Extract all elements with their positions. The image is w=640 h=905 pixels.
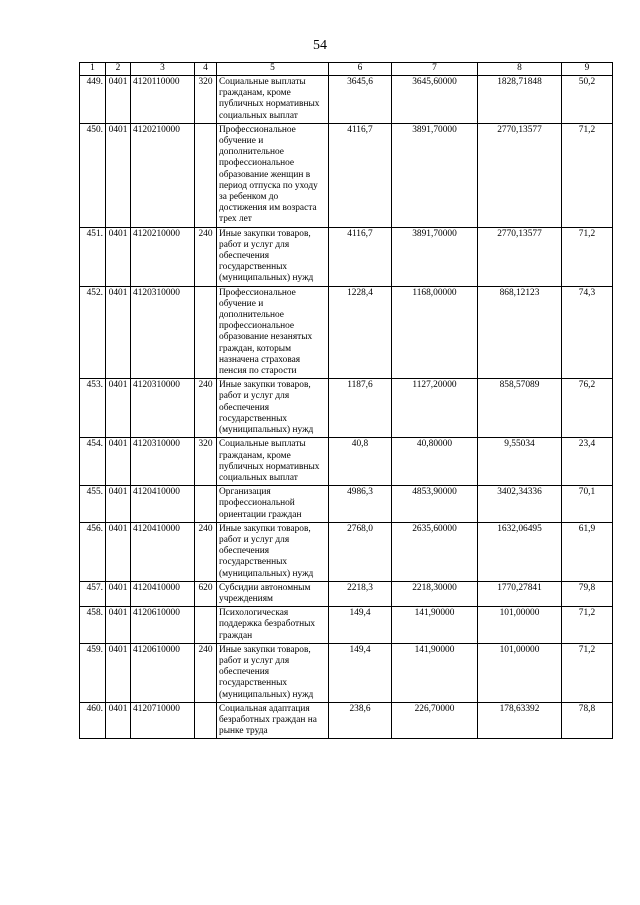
value-col-7: 226,70000	[392, 702, 478, 739]
value-col-7: 2635,60000	[392, 522, 478, 581]
page-number: 54	[313, 38, 327, 53]
expense-type-code	[195, 486, 217, 523]
row-description: Иные закупки товаров, работ и услуг для обеспечения государственных (муниципальных) нужд	[217, 643, 329, 702]
table-row	[80, 379, 613, 438]
row-number: 450.	[80, 123, 106, 227]
value-col-6: 4116,7	[329, 123, 392, 227]
value-col-6: 238,6	[329, 702, 392, 739]
target-article-code: 4120410000	[131, 522, 195, 581]
value-col-7: 1168,00000	[392, 286, 478, 379]
section-code: 0401	[106, 581, 131, 606]
table-row	[80, 581, 613, 606]
target-article-code: 4120610000	[131, 643, 195, 702]
row-number: 452.	[80, 286, 106, 379]
value-col-6: 4116,7	[329, 227, 392, 286]
table-row	[80, 227, 613, 286]
expense-type-code: 240	[195, 643, 217, 702]
target-article-code: 4120310000	[131, 286, 195, 379]
table-row	[80, 702, 613, 739]
column-header-5: 5	[217, 63, 329, 76]
expense-type-code: 240	[195, 522, 217, 581]
expense-type-code: 240	[195, 227, 217, 286]
column-header-9: 9	[562, 63, 613, 76]
expense-type-code: 320	[195, 438, 217, 486]
value-col-8: 101,00000	[478, 643, 562, 702]
row-number: 456.	[80, 522, 106, 581]
target-article-code: 4120110000	[131, 76, 195, 124]
row-description: Иные закупки товаров, работ и услуг для обеспечения государственных (муниципальных) нужд	[217, 522, 329, 581]
value-col-8: 2770,13577	[478, 123, 562, 227]
value-col-7: 40,80000	[392, 438, 478, 486]
target-article-code: 4120310000	[131, 438, 195, 486]
section-code: 0401	[106, 522, 131, 581]
column-header-4: 4	[195, 63, 217, 76]
row-number: 457.	[80, 581, 106, 606]
row-number: 459.	[80, 643, 106, 702]
value-col-7: 4853,90000	[392, 486, 478, 523]
row-description: Профессиональное обучение и дополнительное профессиональное образование незанятых граждан, которым назначена страховая пенсия по старости	[217, 286, 329, 379]
value-col-8: 101,00000	[478, 607, 562, 644]
column-header-3: 3	[131, 63, 195, 76]
table-row	[80, 76, 613, 124]
table-body	[80, 76, 613, 739]
section-code: 0401	[106, 123, 131, 227]
expense-type-code	[195, 286, 217, 379]
row-description: Социальные выплаты гражданам, кроме публичных нормативных социальных выплат	[217, 438, 329, 486]
value-col-7: 1127,20000	[392, 379, 478, 438]
value-col-8: 9,55034	[478, 438, 562, 486]
value-col-8: 178,63392	[478, 702, 562, 739]
section-code: 0401	[106, 702, 131, 739]
target-article-code: 4120310000	[131, 379, 195, 438]
table-row	[80, 123, 613, 227]
target-article-code: 4120210000	[131, 227, 195, 286]
value-col-9: 71,2	[562, 643, 613, 702]
row-description: Иные закупки товаров, работ и услуг для обеспечения государственных (муниципальных) нужд	[217, 379, 329, 438]
row-number: 453.	[80, 379, 106, 438]
target-article-code: 4120410000	[131, 486, 195, 523]
value-col-8: 858,57089	[478, 379, 562, 438]
value-col-7: 141,90000	[392, 607, 478, 644]
row-description: Социальные выплаты гражданам, кроме публичных нормативных социальных выплат	[217, 76, 329, 124]
value-col-9: 23,4	[562, 438, 613, 486]
value-col-7: 3891,70000	[392, 123, 478, 227]
value-col-7: 141,90000	[392, 643, 478, 702]
value-col-8: 2770,13577	[478, 227, 562, 286]
table-row	[80, 286, 613, 379]
row-description: Социальная адаптация безработных граждан на рынке труда	[217, 702, 329, 739]
value-col-8: 1828,71848	[478, 76, 562, 124]
value-col-9: 50,2	[562, 76, 613, 124]
expense-type-code: 320	[195, 76, 217, 124]
value-col-7: 3891,70000	[392, 227, 478, 286]
value-col-9: 71,2	[562, 607, 613, 644]
value-col-7: 2218,30000	[392, 581, 478, 606]
expense-type-code	[195, 123, 217, 227]
expense-type-code: 240	[195, 379, 217, 438]
value-col-9: 79,8	[562, 581, 613, 606]
table-row	[80, 607, 613, 644]
column-header-8: 8	[478, 63, 562, 76]
target-article-code: 4120410000	[131, 581, 195, 606]
value-col-9: 71,2	[562, 227, 613, 286]
expense-type-code	[195, 607, 217, 644]
row-number: 454.	[80, 438, 106, 486]
row-number: 449.	[80, 76, 106, 124]
column-header-6: 6	[329, 63, 392, 76]
row-number: 460.	[80, 702, 106, 739]
row-number: 451.	[80, 227, 106, 286]
value-col-6: 149,4	[329, 607, 392, 644]
value-col-6: 40,8	[329, 438, 392, 486]
expense-type-code	[195, 702, 217, 739]
value-col-6: 4986,3	[329, 486, 392, 523]
value-col-6: 2768,0	[329, 522, 392, 581]
value-col-8: 1770,27841	[478, 581, 562, 606]
value-col-6: 1228,4	[329, 286, 392, 379]
value-col-9: 70,1	[562, 486, 613, 523]
section-code: 0401	[106, 379, 131, 438]
target-article-code: 4120610000	[131, 607, 195, 644]
value-col-9: 74,3	[562, 286, 613, 379]
table-row	[80, 643, 613, 702]
row-description: Профессиональное обучение и дополнительное профессиональное образование женщин в период отпуска по уходу за ребенком до достижения им возраста трех лет	[217, 123, 329, 227]
target-article-code: 4120210000	[131, 123, 195, 227]
section-code: 0401	[106, 76, 131, 124]
row-description: Субсидии автономным учреждениям	[217, 581, 329, 606]
section-code: 0401	[106, 227, 131, 286]
expense-type-code: 620	[195, 581, 217, 606]
value-col-6: 149,4	[329, 643, 392, 702]
table-row	[80, 522, 613, 581]
value-col-7: 3645,60000	[392, 76, 478, 124]
value-col-8: 3402,34336	[478, 486, 562, 523]
value-col-6: 1187,6	[329, 379, 392, 438]
header-row	[80, 63, 613, 76]
value-col-6: 3645,6	[329, 76, 392, 124]
table-row	[80, 438, 613, 486]
column-header-7: 7	[392, 63, 478, 76]
section-code: 0401	[106, 438, 131, 486]
row-description: Психологическая поддержка безработных граждан	[217, 607, 329, 644]
row-description: Организация профессиональной ориентации граждан	[217, 486, 329, 523]
value-col-6: 2218,3	[329, 581, 392, 606]
value-col-9: 78,8	[562, 702, 613, 739]
row-number: 458.	[80, 607, 106, 644]
value-col-8: 868,12123	[478, 286, 562, 379]
target-article-code: 4120710000	[131, 702, 195, 739]
value-col-8: 1632,06495	[478, 522, 562, 581]
section-code: 0401	[106, 607, 131, 644]
budget-table	[79, 62, 613, 739]
row-number: 455.	[80, 486, 106, 523]
value-col-9: 71,2	[562, 123, 613, 227]
value-col-9: 61,9	[562, 522, 613, 581]
column-header-1: 1	[80, 63, 106, 76]
row-description: Иные закупки товаров, работ и услуг для обеспечения государственных (муниципальных) нужд	[217, 227, 329, 286]
section-code: 0401	[106, 286, 131, 379]
section-code: 0401	[106, 486, 131, 523]
section-code: 0401	[106, 643, 131, 702]
column-header-2: 2	[106, 63, 131, 76]
table-row	[80, 486, 613, 523]
value-col-9: 76,2	[562, 379, 613, 438]
